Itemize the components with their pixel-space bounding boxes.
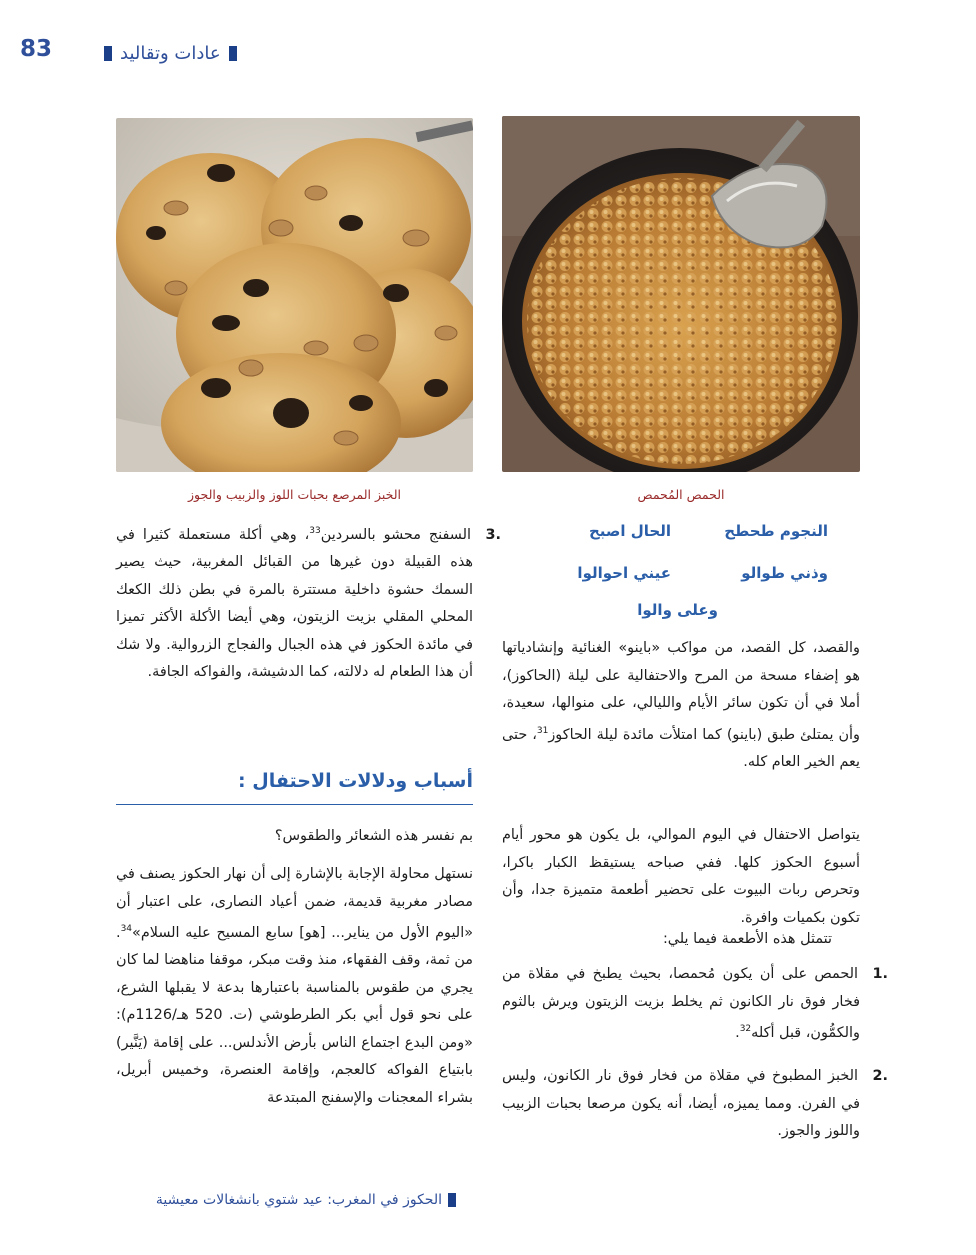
list-number: 1.	[872, 966, 888, 982]
bread-photo	[116, 118, 473, 472]
section-heading	[116, 770, 473, 805]
section-heading-text: أسباب ودلالات الاحتفال :	[238, 770, 473, 792]
footnote-ref: 32	[739, 1024, 752, 1034]
poem-verse: النجوم طحطح	[724, 522, 828, 540]
bread-illustration	[116, 118, 473, 472]
footer-title: الحكوز في المغرب: عيد شتوي بانشغالات معيشية	[155, 1192, 442, 1208]
paragraph: يتواصل الاحتفال في اليوم الموالي، بل يكون هو محور أيام أسبوع الحكوز كلها. ففي صباحه يستيقظ الكبار باكرا، وتحرص ربات البيوت على تحضير أطعمة متميزة جدا، وأن تكون بكميات وافرة.	[502, 827, 860, 926]
bread-caption: الخبز المرصع بحبات اللوز والزبيب والجوز	[188, 487, 401, 502]
list-number: 2.	[872, 1068, 888, 1084]
footnote-ref: 34	[120, 924, 133, 934]
paragraph: تتمثل هذه الأطعمة فيما يلي:	[662, 931, 832, 947]
chickpeas-photo	[502, 116, 860, 472]
list-item	[116, 518, 501, 687]
list-item	[502, 1063, 888, 1146]
running-footer	[116, 1189, 456, 1211]
paragraph	[116, 861, 473, 1112]
header-square-icon	[229, 46, 237, 61]
paragraph-text: ، حتى يعم الخير العام كله.	[502, 726, 860, 770]
list-number: 3.	[485, 526, 501, 543]
poem-verse: الحال اصبح	[588, 522, 671, 540]
header-square-icon	[104, 46, 112, 61]
footnote-ref: 33	[309, 526, 321, 536]
footer-square-icon	[448, 1193, 456, 1207]
paragraph	[502, 635, 860, 776]
poem-verse: وعلى والوا	[637, 601, 718, 619]
chickpeas-caption: الحمص المُحمص	[637, 487, 725, 502]
paragraph-text: نستهل محاولة الإجابة بالإشارة إلى أن نهار الحكوز يصنف في مصادر مغربية قديمة، ضمن أعياد النصارى، على اعتبار أن «اليوم الأول من يناير... [هو] سابع المسيح عليه السلام»	[116, 866, 473, 941]
footnote-ref: 31	[536, 725, 549, 736]
list-item-text: ، وهي أكلة مستعملة كثيرا في هذه القبيلة دون غيرها من القبائل المغربية، حيث يصير السمك حشوة داخلية مستترة بالمرة في بطن ذلك الكعك المحلي المقلي بزيت الزيتون، وهي أيضا الأكلة الأكثر تميزا في مائدة الحكوز في هذه الجبال والفجاج الزروالية. ولا شك أن هذا الطعام له دلالته، كما الدشيشة، والفواكه الجافة.	[116, 526, 473, 681]
chickpeas-illustration	[502, 116, 860, 472]
list-item-text: الحمص على أن يكون مُحمصا، بحيث يطبخ في مقلاة من فخار فوق نار الكانون ثم يخلط بزيت الزيتون ويرش بالثوم والكمُّون، قبل أكله	[502, 966, 860, 1041]
question-text: بم نفسر هذه الشعائر والطقوس؟	[274, 828, 473, 844]
list-item: 1.الحمص على أن يكون مُحمصا، بحيث يطبخ في مقلاة من فخار فوق نار الكانون ثم يخلط بزيت الزيتون ويرش بالثوم والكمُّون، قبل أكله$^{32}$.	[502, 961, 888, 1047]
poem-verse: وذني طوالو	[741, 564, 828, 582]
section-title: عادات وتقاليد	[120, 42, 221, 64]
page-number: 83	[20, 36, 53, 62]
list-item-text: الخبز المطبوخ في مقلاة من فخار فوق نار الكانون، وليس في الفرن. ومما يميزه، أيضا، أنه يكون مرصعا بحبات الزبيب واللوز والجوز.	[502, 1068, 860, 1139]
section-header	[104, 40, 304, 66]
paragraph-text: والقصد، كل القصد، من مواكب «باينو» الغنائية وإنشادياتها هو إضفاء مسحة من المرح والاحتفالية على ليلة (الحاكوز)، أملا في أن تكون سائر الأيام والليالي، على منوالها، سعيدة، وأن يمتلئ طبق (باينو) كما امتلأت مائدة ليلة الحاكوز	[502, 640, 860, 743]
list-item-text: السفنج محشو بالسردين	[320, 526, 471, 543]
poem-verse: عيني احوالوا	[577, 564, 671, 582]
paragraph-text: . من ثمة، وقف الفقهاء، منذ وقت مبكر، موقفا مناهضا لما كان يجري من طقوس بالمناسبة باعتبارها بدعة لا يقبلها الشرع، على نحو قول أبي بكر الطرطوشي (ت. 520 هـ/1126م): «ومن البدع اجتماع الناس بأرض الأندلس... على إقامة (يَنَّير) بابتياع الفواكه كالعجم، وإقامة العنصرة، وخميس أبريل، بشراء المعجنات والإسفنج المبتدعة	[116, 924, 473, 1106]
